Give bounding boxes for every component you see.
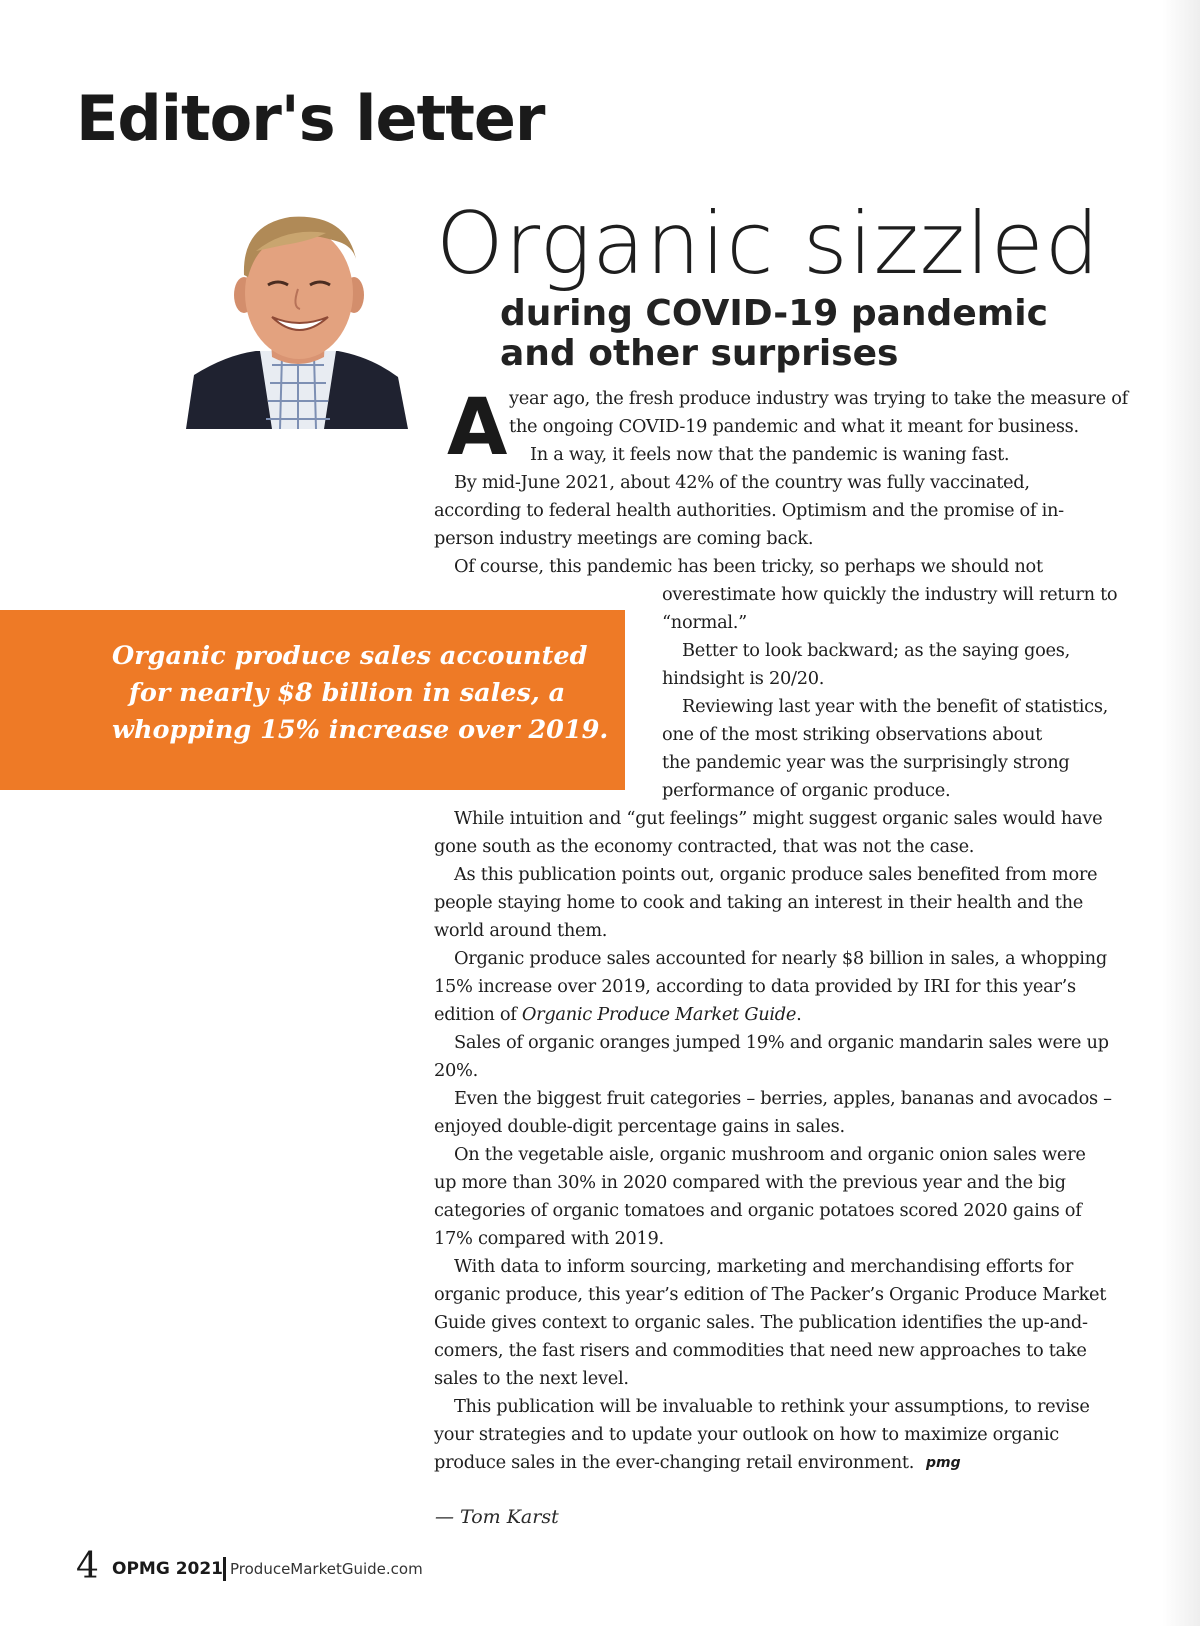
body-line: Better to look backward; as the saying goes, [682, 640, 1070, 661]
body-line: sales to the next level. [434, 1368, 629, 1389]
author-photo [186, 205, 408, 429]
end-mark-logo: pmg [926, 1455, 961, 1471]
page-number: 4 [76, 1546, 99, 1587]
body-line: By mid-June 2021, about 42% of the country was fully vaccinated, [454, 472, 1030, 493]
body-line: organic produce, this year’s edition of The Packer’s Organic Produce Market [434, 1284, 1107, 1305]
body-line: year ago, the fresh produce industry was trying to take the measure of [509, 388, 1128, 409]
body-line: edition of Organic Produce Market Guide. [434, 1004, 802, 1025]
body-line: Sales of organic oranges jumped 19% and organic mandarin sales were up [454, 1032, 1109, 1053]
body-line: hindsight is 20/20. [662, 668, 825, 689]
body-line: Organic produce sales accounted for nearly $8 billion in sales, a whopping [454, 948, 1107, 969]
guide-title: Organic Produce Market Guide [521, 1004, 797, 1025]
section-label: Editor's letter [76, 82, 545, 155]
body-line: your strategies and to update your outlook on how to maximize organic [434, 1424, 1059, 1445]
body-line: performance of organic produce. [662, 780, 951, 801]
body-line: As this publication points out, organic produce sales benefited from more [454, 864, 1098, 885]
body-line: 15% increase over 2019, according to data provided by IRI for this year’s [434, 976, 1076, 997]
body-line: While intuition and “gut feelings” might suggest organic sales would have [454, 808, 1103, 829]
body-line: according to federal health authorities. Optimism and the promise of in- [434, 500, 1064, 521]
body-line: Guide gives context to organic sales. The publication identifies the up-and- [434, 1312, 1088, 1333]
body-line: On the vegetable aisle, organic mushroom and organic onion sales were [454, 1144, 1086, 1165]
publication-name: OPMG 2021 [112, 1559, 224, 1579]
body-line: comers, the fast risers and commodities that need new approaches to take [434, 1340, 1087, 1361]
body-line: Even the biggest fruit categories – berries, apples, bananas and avocados – [454, 1088, 1112, 1109]
body-line: produce sales in the ever-changing retail environment. [434, 1452, 915, 1473]
body-line: gone south as the economy contracted, that was not the case. [434, 836, 975, 857]
body-line: categories of organic tomatoes and organic potatoes scored 2020 gains of [434, 1200, 1082, 1221]
page-edge-shade [1162, 0, 1200, 1626]
pull-quote-line: whopping 15% increase over 2019. [112, 715, 609, 745]
body-line: Reviewing last year with the benefit of statistics, [682, 696, 1109, 717]
body-line: 20%. [434, 1060, 478, 1081]
pull-quote-box [0, 610, 625, 790]
body-line: the pandemic year was the surprisingly strong [662, 752, 1070, 773]
footer-divider [223, 1557, 226, 1581]
pull-quote-line: for nearly $8 billion in sales, a [128, 678, 566, 708]
pull-quote-line: Organic produce sales accounted [112, 641, 588, 671]
author-signoff: — Tom Karst [435, 1506, 559, 1528]
body-line: world around them. [434, 920, 608, 941]
body-line: person industry meetings are coming back. [434, 528, 814, 549]
subheadline-line-1: during COVID-19 pandemic [500, 293, 1048, 334]
body-line: one of the most striking observations about [662, 724, 1042, 745]
body-line: enjoyed double-digit percentage gains in sales. [434, 1116, 845, 1137]
body-line: people staying home to cook and taking an interest in their health and the [434, 892, 1083, 913]
body-line: 17% compared with 2019. [434, 1228, 664, 1249]
body-line: “normal.” [662, 612, 747, 633]
body-line: the ongoing COVID-19 pandemic and what it meant for business. [509, 416, 1079, 437]
body-line: With data to inform sourcing, marketing and merchandising efforts for [454, 1256, 1074, 1277]
body-line: In a way, it feels now that the pandemic is waning fast. [530, 444, 1010, 465]
body-line: This publication will be invaluable to rethink your assumptions, to revise [454, 1396, 1090, 1417]
pull-quote-text [112, 638, 609, 749]
body-line: up more than 30% in 2020 compared with the previous year and the big [434, 1172, 1066, 1193]
drop-cap: A [447, 383, 508, 473]
body-line: Of course, this pandemic has been tricky, so perhaps we should not [454, 556, 1043, 577]
subheadline-line-2: and other surprises [500, 333, 899, 374]
headline: Organic sizzled [436, 194, 1101, 294]
body-line: overestimate how quickly the industry will return to [662, 584, 1118, 605]
subheadline [500, 294, 1048, 374]
website-link[interactable]: ProduceMarketGuide.com [230, 1560, 423, 1578]
